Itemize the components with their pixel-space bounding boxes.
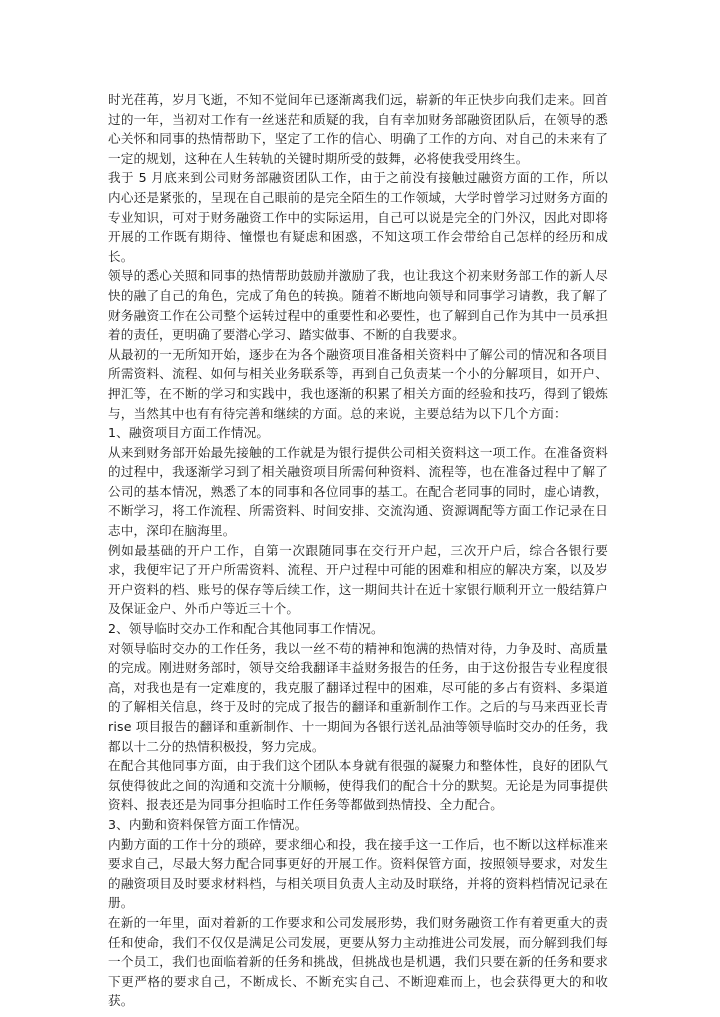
paragraph-joining: 我于 5 月底来到公司财务部融资团队工作，由于之前没有接触过融资方面的工作，所以内心还是紧张的，呈现在自己眼前的是完全陌生的工作领域，大学时曾学习过财务方面的专业知识，可对于财务融资工作中的实际运用，自己可以说是完全的门外汉，因此对即将开展的工作既有期待、憧憬也有疑虑和困惑，不知这项工作会带给自己怎样的经历和成长。 xyxy=(108,170,608,264)
paragraph-guidance: 领导的悉心关照和同事的热情帮助鼓励并激励了我，也让我这个初来财务部工作的新人尽快的融了自己的角色，完成了角色的转换。随着不断地向领导和同事学习请教，我了解了财务融资工作在公司整个运转过程中的重要性和必要性，也了解到自己作为其中一员承担着的责任，更明确了要潜心学习、踏实做事、不断的自我要求。 xyxy=(108,268,608,343)
section-heading-temporary-tasks: 2、领导临时交办工作和配合其他同事工作情况。 xyxy=(108,621,384,637)
section-heading-records: 3、内勤和资料保管方面工作情况。 xyxy=(108,816,308,832)
paragraph-team-cooperation: 在配合其他同事方面，由于我们这个团队本身就有很强的凝聚力和整体性，良好的团队气氛使得彼此之间的沟通和交流十分顺畅，使得我们的配合十分的默契。无论是为同事提供资料、报表还是为同事分担临时工作任务等都做到热情投、全力配合。 xyxy=(108,758,608,813)
paragraph-temporary-tasks: 对领导临时交办的工作任务，我以一丝不苟的精神和饱满的热情对待，力争及时、高质量的完成。刚进财务部时，领导交给我翻译丰益财务报告的任务，由于这份报告专业程度很高，对我也是有一定难度的，我克服了翻译过程中的困难，尽可能的多占有资料、多渠道的了解相关信息，终于及时的完成了报告的翻译和重新制作工作。之后的与马来西亚长青 rise 项目报告的翻译和重新制作、十一期间为各银行送礼品油等领导临时交办的任务，我都以十二分的热情积极投，努力完成。 xyxy=(108,640,608,754)
paragraph-intro: 时光荏苒，岁月飞逝，不知不觉间年已逐渐离我们远，崭新的年正快步向我们走来。回首过的一年，当初对工作有一丝迷茫和质疑的我，自有幸加财务部融资团队后，在领导的悉心关怀和同事的热情帮助下，坚定了工作的信心、明确了工作的方向、对自己的未来有了一定的规划，这种在人生转轨的关键时期所受的鼓舞，必将使我受用终生。 xyxy=(108,92,608,166)
paragraph-account-opening: 例如最基础的开户工作，自第一次跟随同事在交行开户起，三次开户后，综合各银行要求，我便牢记了开户所需资料、流程、开户过程中可能的困难和相应的解决方案，以及岁开户资料的档、账号的保存等后续工作，这一期间共计在近十家银行顺利开立一般结算户及保证金户、外币户等近三十个。 xyxy=(108,542,608,617)
paragraph-financing-materials: 从来到财务部开始最先接触的工作就是为银行提供公司相关资料这一项工作。在准备资料的过程中，我逐渐学习到了相关融资项目所需何种资料、流程等，也在准备过程中了解了公司的基本情况，熟悉了本的同事和各位同事的基工。在配合老同事的同时，虚心请教，不断学习，将工作流程、所需资料、时间安排、交流沟通、资源调配等方面工作记录在日志中，深印在脑海里。 xyxy=(108,444,608,539)
section-heading-financing: 1、融资项目方面工作情况。 xyxy=(108,425,270,441)
document-body xyxy=(108,90,608,1011)
paragraph-records: 内勤方面的工作十分的琐碎，要求细心和投，我在接手这一工作后，也不断以这样标准来要求自己，尽最大努力配合同事更好的开展工作。资料保管方面，按照领导要求，对发生的融资项目及时要求材料档，与相关项目负责人主动及时联络，并将的资料档情况记录在册。 xyxy=(108,836,608,911)
paragraph-new-year: 在新的一年里，面对着新的工作要求和公司发展形势，我们财务融资工作有着更重大的责任和使命，我们不仅仅是满足公司发展，更要从努力主动推进公司发展，而分解到我们每一个员工，我们也面临着新的任务和挑战，但挑战也是机遇，我们只要在新的任务和要求下更严格的要求自己，不断成长、不断充实自己、不断迎难而上，也会获得更大的和收获。 xyxy=(108,914,608,1009)
paragraph-learning: 从最初的一无所知开始，逐步在为各个融资项目准备相关资料中了解公司的情况和各项目所需资料、流程、如何与相关业务联系等，再到自己负责某一个小的分解项目，如开户、押汇等，在不断的学习和实践中，我也逐渐的积累了相关方面的经验和技巧，得到了锻炼与，当然其中也有有待完善和继续的方面。总的来说，主要总结为以下几个方面： xyxy=(108,346,608,421)
